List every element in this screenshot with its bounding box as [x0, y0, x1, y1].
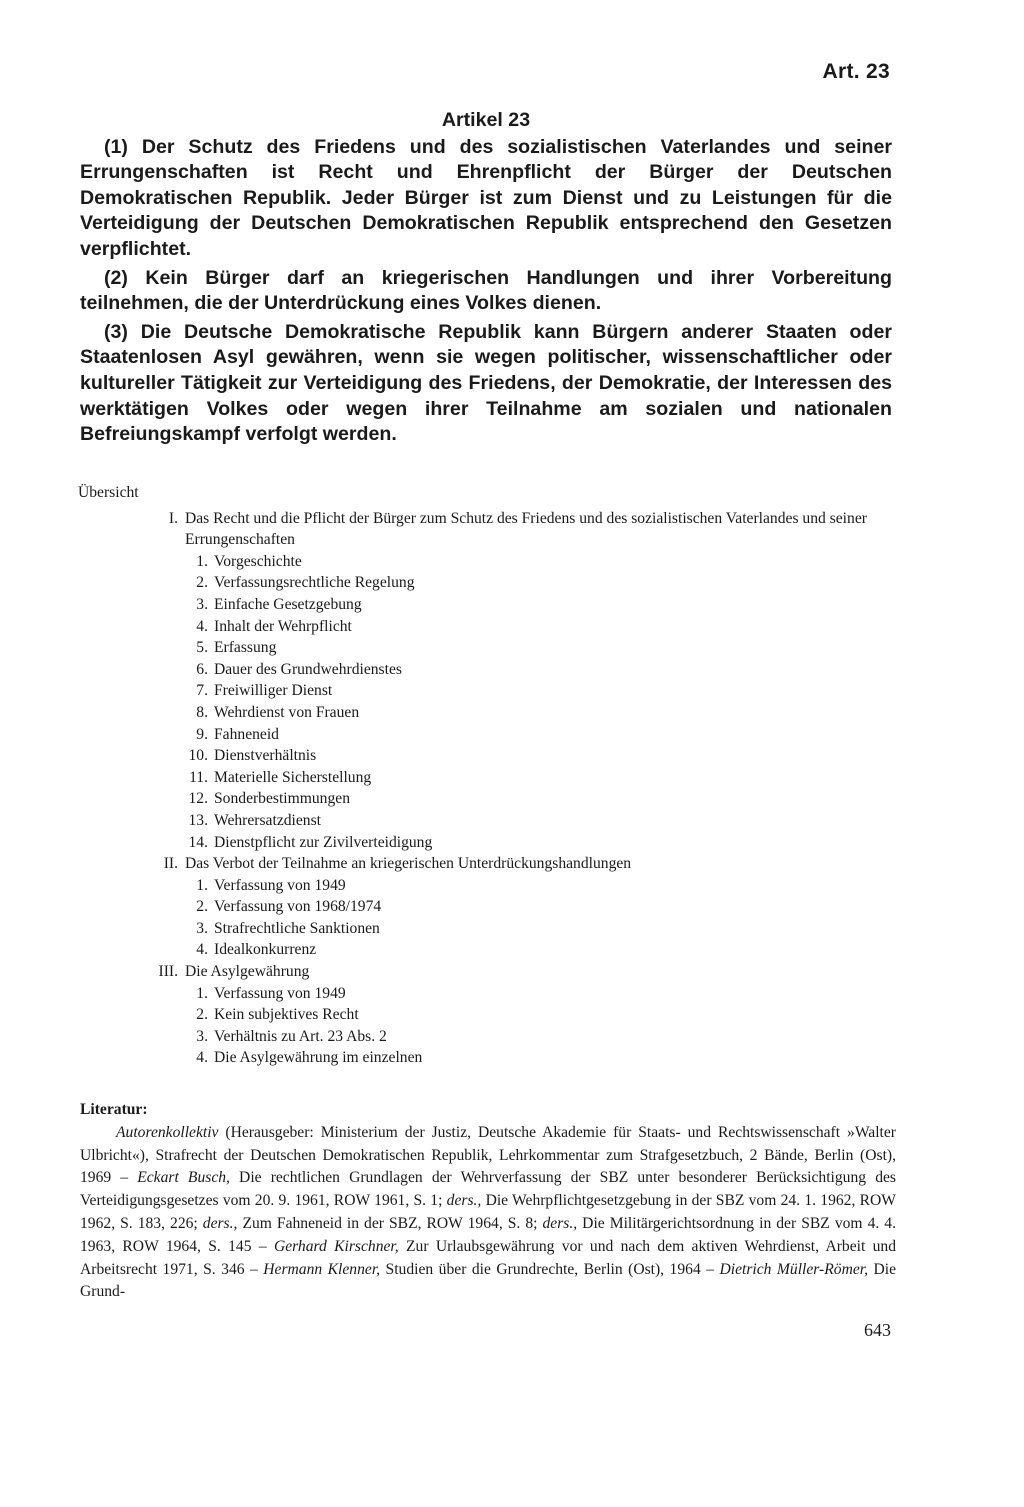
literature-citation: Studien über die Grundrechte, Berlin (Ost), 1964 –: [380, 1260, 720, 1278]
overview-subitem-title: Verfassung von 1968/1974: [214, 898, 382, 916]
overview-subitem-number: 3.: [196, 595, 208, 613]
overview-subitem-title: Erfassung: [214, 639, 277, 657]
literature-citation: (Herausgeber: Ministerium der Justiz, Deutsche Akademie für Staats- und Rechtswissenschaft »Walter Ulbricht«), Strafrecht der Deutschen Demokratischen Republik, Lehrkommentar zum Strafgesetzbuch, 2 Bände, Berlin (Ost), 1969 –: [80, 1123, 896, 1187]
page-number: 643: [864, 1320, 891, 1340]
overview-subitem-title: Wehrersatzdienst: [214, 811, 321, 829]
overview-subitem-number: 3.: [196, 1027, 208, 1045]
overview-subitem-number: 1.: [196, 552, 208, 570]
overview-subitem-row: [78, 832, 908, 854]
overview-subitem-number: 2.: [196, 574, 208, 592]
overview-subitem-row: [78, 724, 908, 746]
literature-heading: Literatur:: [80, 1101, 148, 1118]
overview-subitem-number: 2.: [196, 898, 208, 916]
overview-subitem-number: 1.: [196, 984, 208, 1002]
literature-author: Eckart Busch,: [137, 1169, 230, 1187]
overview-subitem-title: Idealkonkurrenz: [214, 941, 317, 959]
overview-subitem-number: 1.: [196, 876, 208, 894]
overview-subitem-row: [78, 810, 908, 832]
overview-subitem-number: 13.: [188, 811, 208, 829]
overview-subitem-title: Verfassungsrechtliche Regelung: [214, 574, 415, 592]
overview-subitem-row: [78, 594, 908, 616]
overview-subitem-row: [78, 767, 908, 789]
literature-author: Autorenkollektiv: [116, 1123, 219, 1141]
overview-subitem-row: [78, 702, 908, 724]
overview-subitem-row: [78, 983, 908, 1005]
literature-author: ders.,: [446, 1192, 482, 1210]
overview-subitem-title: Strafrechtliche Sanktionen: [214, 919, 380, 937]
overview-subitem-title: Einfache Gesetzgebung: [214, 595, 362, 613]
overview-subitem-number: 4.: [196, 941, 208, 959]
literature-author: Dietrich Müller-Römer,: [719, 1260, 868, 1278]
overview-subitem-title: Kein subjektives Recht: [214, 1006, 359, 1024]
literature-citation: Die Wehrpflichtgesetzgebung in der SBZ vom 24. 1. 1962, ROW 1962, S. 183, 226;: [80, 1192, 896, 1232]
overview-section-number: III.: [158, 963, 178, 981]
overview-subitem-title: Dauer des Grundwehrdienstes: [214, 660, 402, 678]
article-paragraph-2: (2) Kein Bürger darf an kriegerischen Handlungen und ihrer Vorbereitung teilnehmen, die der Unterdrückung eines Volkes dienen.: [80, 266, 892, 315]
overview-subitem-row: [78, 616, 908, 638]
overview-subitem-row: [78, 637, 908, 659]
overview-subitem-row: [78, 939, 908, 961]
overview-subitem-number: 4.: [196, 617, 208, 635]
literature-text: [80, 1122, 896, 1304]
overview-section-row: [78, 961, 908, 983]
overview-section-row: [78, 508, 908, 551]
overview-subitem-title: Dienstverhältnis: [214, 747, 317, 765]
overview-subitem-title: Vorgeschichte: [214, 552, 302, 570]
overview-subitem-title: Materielle Sicherstellung: [214, 768, 372, 786]
overview-subitem-number: 12.: [188, 790, 208, 808]
literature-citation: Die Militärgerichtsordnung in der SBZ vom 4. 4. 1963, ROW 1964, S. 145 –: [80, 1214, 896, 1255]
overview-subitem-row: [78, 745, 908, 767]
overview-section-title: Die Asylgewährung: [185, 963, 310, 981]
overview-section-row: [78, 853, 908, 875]
overview-subitem-title: Dienstpflicht zur Zivilverteidigung: [214, 833, 433, 851]
literature-citation: Die rechtlichen Grundlagen der Wehrverfassung der SBZ unter besonderer Berücksichtigung des Verteidigungsgesetzes vom 20. 9. 1961, ROW 1961, S. 1;: [80, 1169, 896, 1210]
overview-subitem-row: [78, 918, 908, 940]
overview-subitem-title: Die Asylgewährung im einzelnen: [214, 1049, 423, 1067]
overview-outline: [78, 508, 908, 1069]
overview-subitem-title: Fahneneid: [214, 725, 279, 743]
overview-section-number: I.: [168, 509, 178, 527]
overview-subitem-number: 5.: [196, 639, 208, 657]
overview-subitem-row: [78, 1026, 908, 1048]
overview-subitem-number: 4.: [196, 1049, 208, 1067]
overview-subitem-number: 14.: [188, 833, 208, 851]
overview-heading: Übersicht: [78, 484, 139, 501]
overview-section-number: II.: [163, 855, 178, 873]
literature-author: Gerhard Kirschner,: [273, 1237, 399, 1255]
overview-subitem-title: Wehrdienst von Frauen: [214, 703, 360, 721]
overview-subitem-row: [78, 551, 908, 573]
overview-section-title: Das Recht und die Pflicht der Bürger zum Schutz des Friedens und des sozialistischen Vaterlandes und seiner Errungenschaften: [185, 509, 867, 549]
overview-subitem-number: 9.: [196, 725, 208, 743]
overview-subitem-title: Verhältnis zu Art. 23 Abs. 2: [214, 1027, 387, 1045]
literature-citation: Zum Fahneneid in der SBZ, ROW 1964, S. 8;: [237, 1214, 543, 1232]
overview-subitem-number: 6.: [196, 660, 208, 678]
overview-subitem-row: [78, 875, 908, 897]
overview-subitem-row: [78, 572, 908, 594]
overview-subitem-row: [78, 1047, 908, 1069]
article-title: Artikel 23: [441, 109, 531, 131]
overview-subitem-number: 10.: [188, 747, 208, 765]
overview-subitem-number: 11.: [189, 768, 208, 786]
overview-subitem-title: Sonderbestimmungen: [214, 790, 350, 808]
overview-subitem-title: Verfassung von 1949: [214, 876, 346, 894]
literature-author: ders.,: [542, 1214, 578, 1232]
literature-citation: Zur Urlaubsgewährung vor und nach dem aktiven Wehrdienst, Arbeit und Arbeitsrecht 1971, S. 346 –: [80, 1237, 897, 1278]
overview-subitem-row: [78, 1004, 908, 1026]
running-header-article-ref: Art. 23: [822, 60, 890, 83]
overview-subitem-number: 3.: [196, 919, 208, 937]
overview-subitem-title: Verfassung von 1949: [214, 984, 346, 1002]
overview-subitem-number: 7.: [196, 682, 208, 700]
overview-section-title: Das Verbot der Teilnahme an kriegerischen Unterdrückungshandlungen: [185, 855, 632, 873]
literature-citation: Die Grund-: [80, 1260, 896, 1301]
article-paragraph-1: (1) Der Schutz des Friedens und des sozialistischen Vaterlandes und seiner Errungenschaften ist Recht und Ehrenpflicht der Bürger der Deutschen Demokratischen Republik. Jeder Bürger ist zum Dienst und zu Leistungen für die Verteidigung der Deutschen Demokratischen Republik entsprechend den Gesetzen verpflichtet.: [80, 135, 892, 260]
overview-subitem-row: [78, 659, 908, 681]
overview-subitem-number: 2.: [196, 1006, 208, 1024]
article-paragraph-3: (3) Die Deutsche Demokratische Republik kann Bürgern anderer Staaten oder Staatenlosen Asyl gewähren, wenn sie wegen politischer, wissenschaftlicher oder kultureller Tätigkeit zur Verteidigung des Friedens, der Demokratie, der Interessen des werktätigen Volkes oder wegen ihrer Teilnahme am sozialen und nationalen Befreiungskampf verfolgt werden.: [80, 320, 892, 446]
literature-author: ders.,: [202, 1214, 238, 1232]
overview-subitem-title: Inhalt der Wehrpflicht: [214, 617, 352, 635]
article-text-block: [80, 108, 892, 451]
literature-author: Hermann Klenner,: [263, 1260, 381, 1278]
literature-section: [80, 1099, 896, 1304]
overview-subitem-row: [78, 896, 908, 918]
overview-subitem-row: [78, 788, 908, 810]
overview-subitem-number: 8.: [196, 703, 208, 721]
overview-section: [78, 482, 908, 1069]
overview-subitem-row: [78, 680, 908, 702]
overview-subitem-title: Freiwilliger Dienst: [214, 682, 333, 700]
